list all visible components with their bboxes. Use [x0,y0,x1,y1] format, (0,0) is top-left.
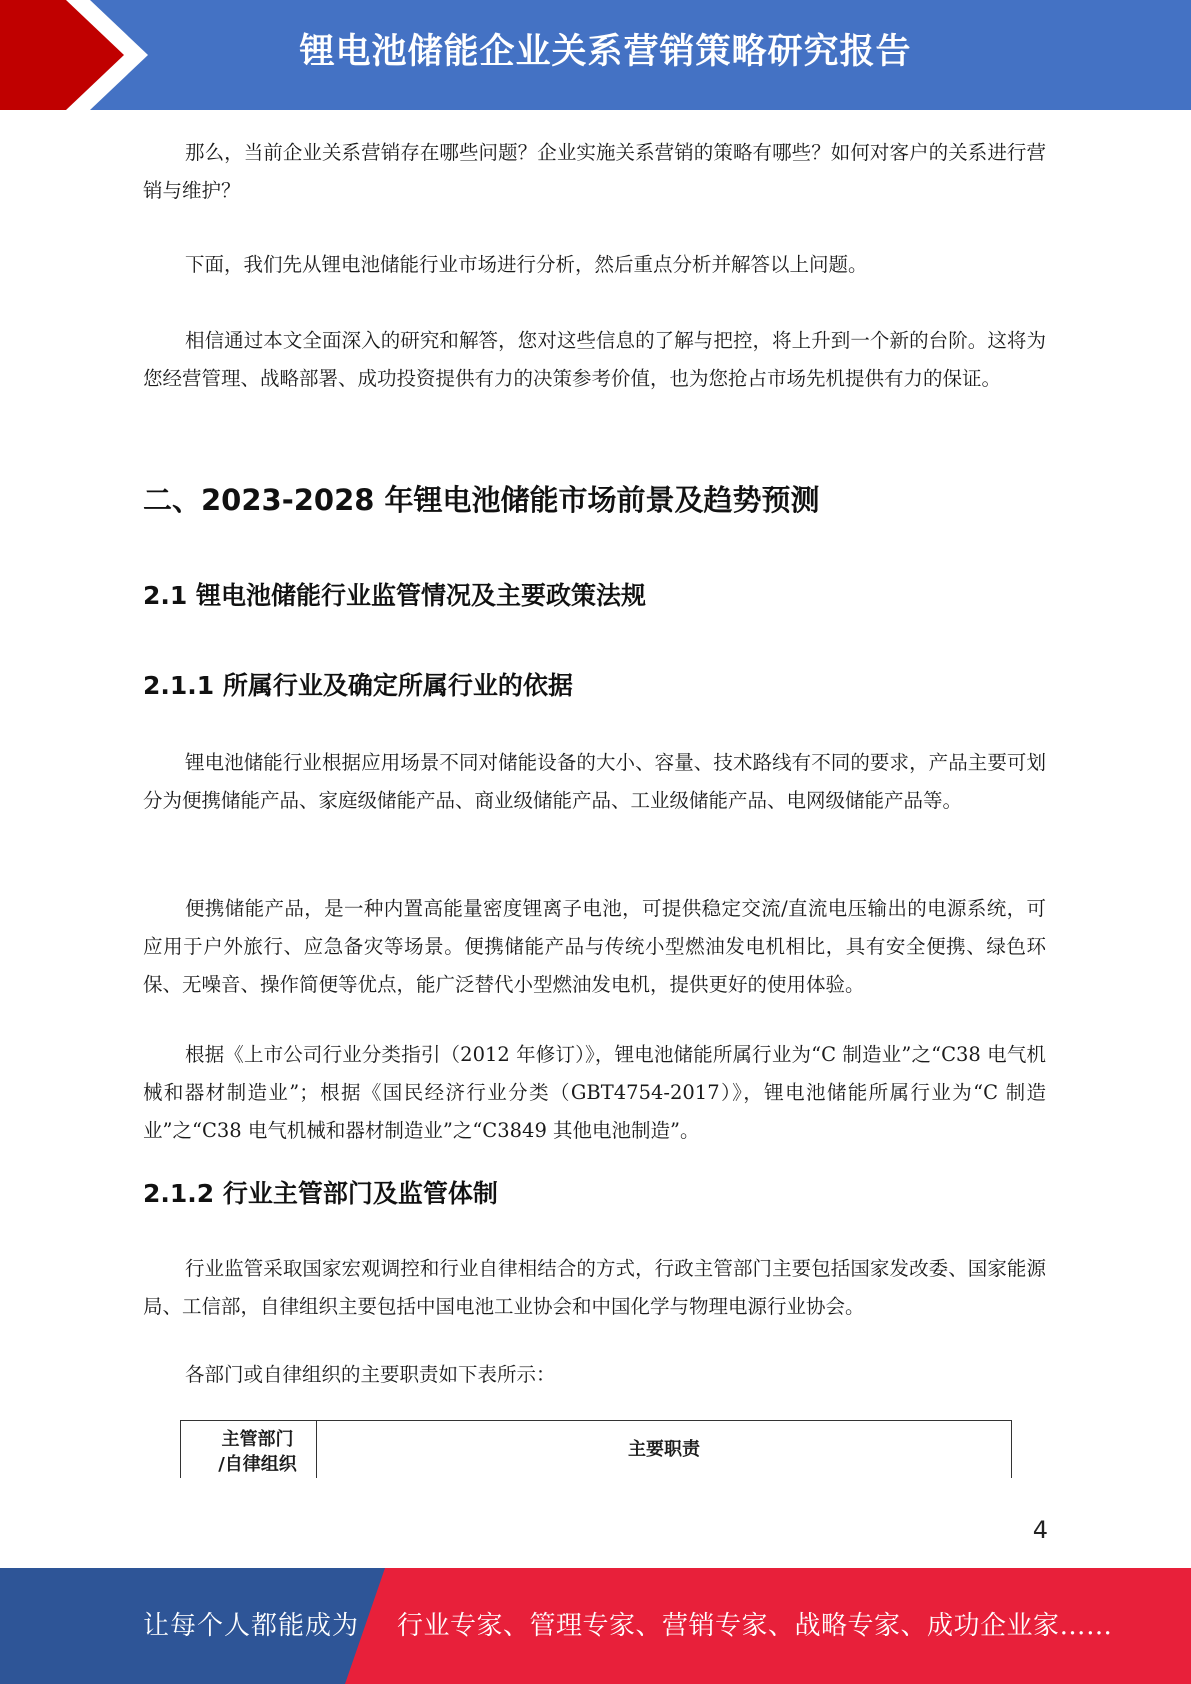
table-header-department [181,1421,317,1478]
table-header-duties: 主要职责 [628,1439,700,1460]
table-header-department-line2: /自律组织 [218,1454,297,1475]
paragraph-intro: 下面，我们先从锂电池储能行业市场进行分析，然后重点分析并解答以上问题。 [185,253,868,276]
paragraph-products: 锂电池储能行业根据应用场景不同对储能设备的大小、容量、技术路线有不同的要求，产品主要可划分为便携储能产品、家庭级储能产品、商业级储能产品、工业级储能产品、电网级储能产品等。 [143,751,1046,812]
subsection-heading: 2.1 锂电池储能行业监管情况及主要政策法规 [143,581,646,610]
paragraph-regulation: 行业监管采取国家宏观调控和行业自律相结合的方式，行政主管部门主要包括国家发改委、国家能源局、工信部，自律组织主要包括中国电池工业协会和中国化学与物理电源行业协会。 [143,1257,1046,1318]
paragraph-value: 相信通过本文全面深入的研究和解答，您对这些信息的了解与把控，将上升到一个新的台阶。这将为您经营管理、战略部署、成功投资提供有力的决策参考价值，也为您抢占市场先机提供有力的保证。 [143,329,1046,390]
paragraph-table-intro: 各部门或自律组织的主要职责如下表所示： [185,1363,556,1386]
paragraph-portable: 便携储能产品，是一种内置高能量密度锂离子电池，可提供稳定交流/直流电压输出的电源系统，可应用于户外旅行、应急备灾等场景。便携储能产品与传统小型燃油发电机相比，具有安全便携、绿色环保、无噪音、操作简便等优点，能广泛替代小型燃油发电机，提供更好的使用体验。 [143,897,1046,996]
paragraph-questions: 那么，当前企业关系营销存在哪些问题？企业实施关系营销的策略有哪些？如何对客户的关系进行营销与维护？ [143,141,1046,202]
subsubsection-heading-industry: 2.1.1 所属行业及确定所属行业的依据 [143,671,573,700]
footer-slogan-left: 让每个人都能成为 [143,1611,360,1641]
page-header [0,0,1191,110]
footer-slogan-right: 行业专家、管理专家、营销专家、战略专家、成功企业家…… [397,1611,1113,1641]
responsibilities-table [180,1420,1012,1478]
page-footer [0,1568,1191,1684]
table-header-department-line1: 主管部门 [221,1429,294,1450]
subsubsection-heading-regulation: 2.1.2 行业主管部门及监管体制 [143,1179,498,1208]
report-title: 锂电池储能企业关系营销策略研究报告 [299,32,912,72]
page-number: 4 [1032,1516,1048,1544]
section-heading: 二、2023-2028 年锂电池储能市场前景及趋势预测 [143,483,820,517]
paragraph-classification: 根据《上市公司行业分类指引（2012 年修订）》，锂电池储能所属行业为“C 制造业”之“C38 电气机械和器材制造业”；根据《国民经济行业分类（GBT4754-2017）》，锂电池储能所属行业为“C 制造业”之“C38 电气机械和器材制造业”之“C3849 其他电池制造”。 [143,1043,1046,1142]
